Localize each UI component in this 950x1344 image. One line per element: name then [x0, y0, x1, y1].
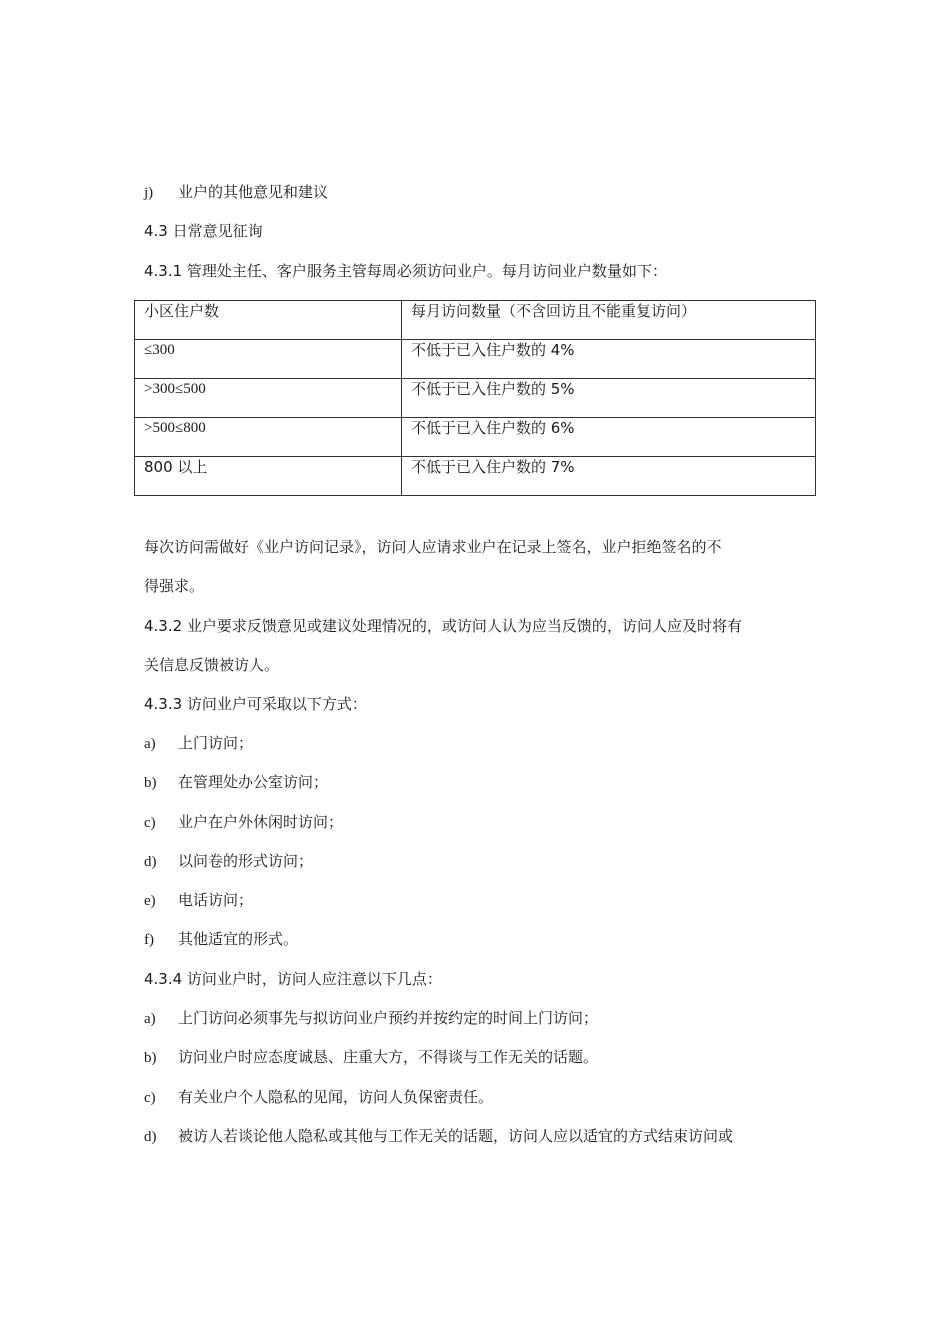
list-letter: d)	[144, 854, 157, 870]
list-item	[144, 733, 253, 754]
list-letter: d)	[144, 1129, 157, 1145]
table-row	[135, 340, 816, 379]
paragraph-4-3-4: 4.3.4 访问业户时，访问人应注意以下几点：	[144, 970, 442, 988]
visit-quota-table	[134, 300, 816, 496]
list-text: 在管理处办公室访问；	[178, 773, 329, 791]
list-letter: b)	[144, 1050, 157, 1066]
list-item	[144, 851, 313, 872]
paragraph-4-3-1: 4.3.1 管理处主任、客户服务主管每周必须访问业户。每月访问业户数量如下：	[144, 262, 667, 280]
list-item	[144, 772, 328, 793]
list-text: 被访人若谈论他人隐私或其他与工作无关的话题，访问人应以适宜的方式结束访问或	[178, 1127, 734, 1145]
list-text: 电话访问；	[178, 891, 254, 909]
list-text: 上门访问必须事先与拟访问业户预约并按约定的时间上门访问；	[178, 1009, 599, 1027]
table-cell: 800 以上	[135, 457, 402, 496]
list-letter: b)	[144, 775, 157, 791]
list-item	[144, 812, 343, 833]
table-cell: ≤300	[135, 340, 402, 379]
table-row	[135, 457, 816, 496]
paragraph-4-3-2-line2: 关信息反馈被访人。	[144, 656, 280, 674]
table-cell: >500≤800	[135, 418, 402, 457]
list-text: 有关业户个人隐私的见闻，访问人负保密责任。	[178, 1088, 494, 1106]
paragraph-record-line1: 每次访问需做好《业户访问记录》，访问人应请求业户在记录上签名，业户拒绝签名的不	[144, 538, 722, 556]
table-cell: 不低于已入住户数的 5%	[402, 379, 816, 418]
table-cell: >300≤500	[135, 379, 402, 418]
list-text: 业户在户外休闲时访问；	[178, 813, 344, 831]
list-item	[144, 1008, 598, 1029]
list-text: 上门访问；	[178, 734, 254, 752]
list-letter: a)	[144, 736, 156, 752]
list-item	[144, 890, 253, 911]
table-row	[135, 418, 816, 457]
list-text: 访问业户时应态度诚恳、庄重大方，不得谈与工作无关的话题。	[178, 1048, 599, 1066]
list-item	[144, 1047, 598, 1068]
list-text: 以问卷的形式访问；	[178, 852, 314, 870]
table-cell: 不低于已入住户数的 7%	[402, 457, 816, 496]
list-text: 其他适宜的形式。	[178, 930, 299, 948]
list-text: 业户的其他意见和建议	[178, 183, 329, 201]
list-letter: c)	[144, 815, 156, 831]
paragraph-4-3-3: 4.3.3 访问业户可采取以下方式：	[144, 695, 367, 713]
table-cell: 不低于已入住户数的 4%	[402, 340, 816, 379]
paragraph-4-3-2-line1: 4.3.2 业户要求反馈意见或建议处理情况的，或访问人认为应当反馈的，访问人应及时将有	[144, 617, 742, 635]
paragraph-record-line2: 得强求。	[144, 577, 205, 595]
table-row	[135, 379, 816, 418]
list-letter: j)	[144, 185, 154, 201]
table-header-cell: 每月访问数量（不含回访且不能重复访问）	[402, 301, 816, 340]
section-heading-4-3: 4.3 日常意见征询	[144, 222, 263, 240]
list-item	[144, 929, 298, 950]
table-cell: 不低于已入住户数的 6%	[402, 418, 816, 457]
list-letter: a)	[144, 1011, 156, 1027]
table-header-cell: 小区住户数	[135, 301, 402, 340]
list-item-j	[144, 182, 328, 203]
list-letter: e)	[144, 893, 156, 909]
list-item	[144, 1126, 733, 1147]
list-item	[144, 1087, 493, 1108]
list-letter: f)	[144, 932, 154, 948]
table-header-row	[135, 301, 816, 340]
list-letter: c)	[144, 1090, 156, 1106]
